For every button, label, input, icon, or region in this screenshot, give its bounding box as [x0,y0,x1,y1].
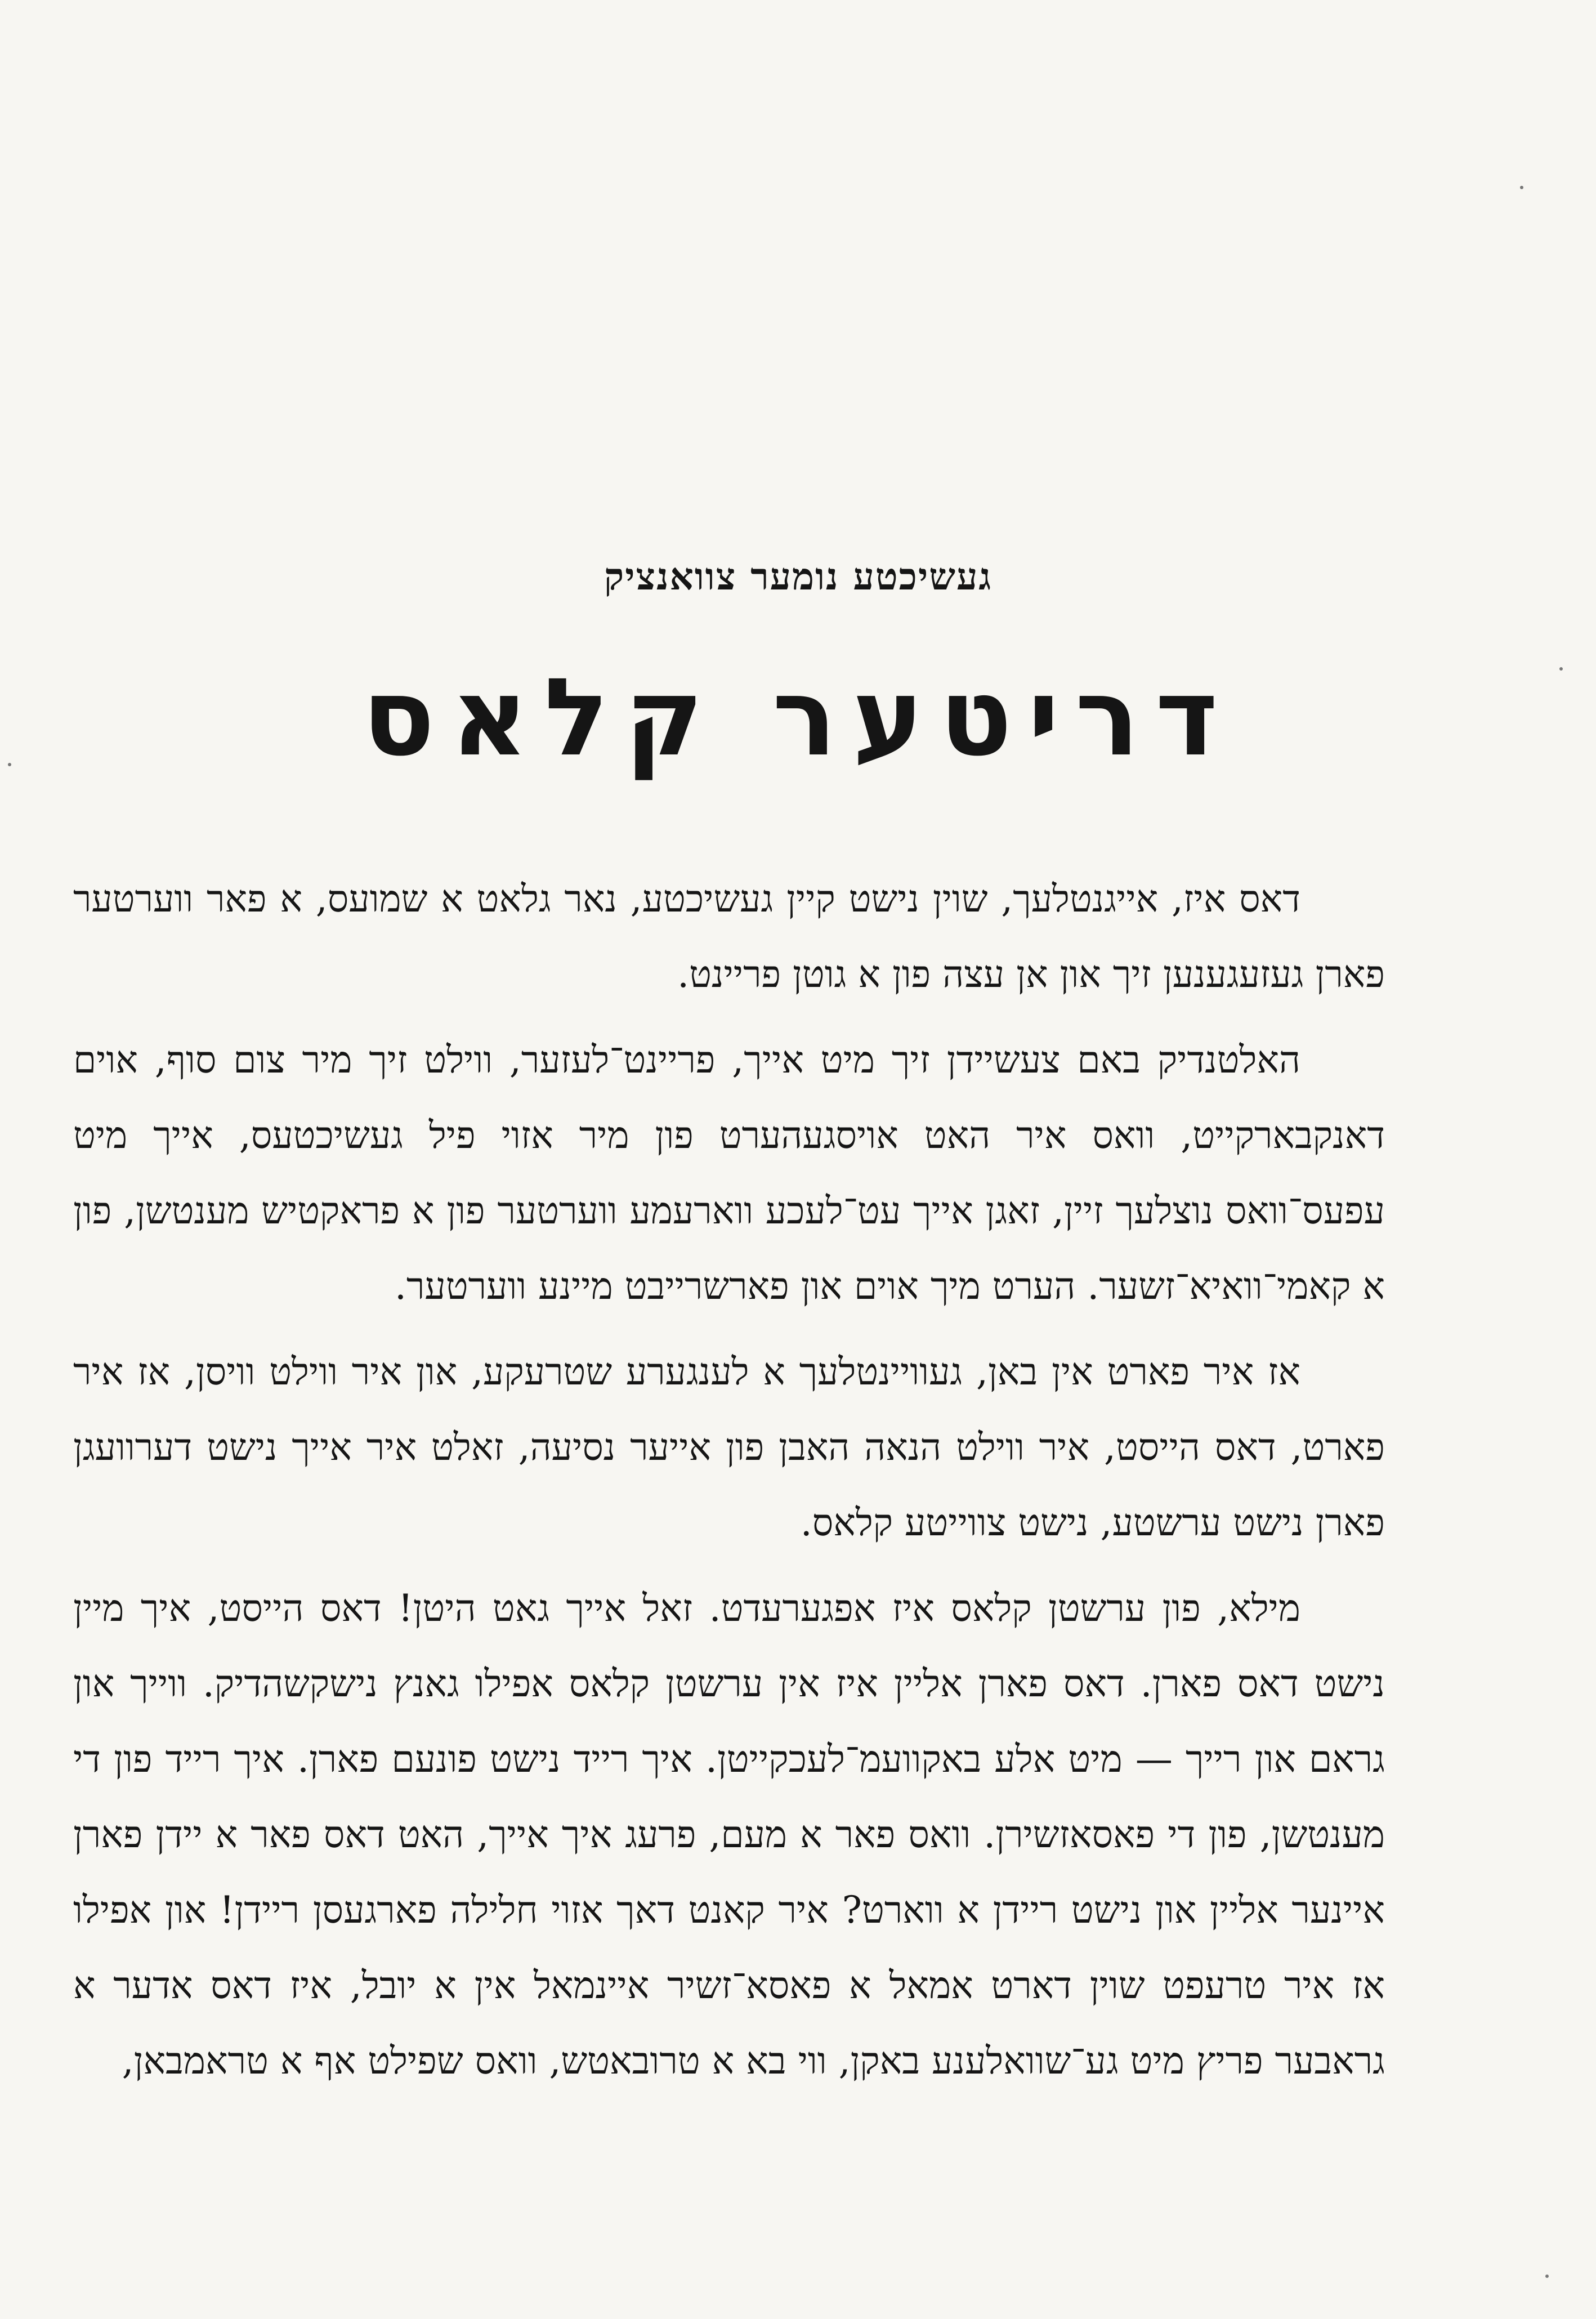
paragraph: דאס איז, אייגנטלעך, שוין נישט קיין געשיכטע, נאר גלאט א שמועס, א פאר ווערטער פארן געזעגענען זיך און אן עצה פון א גוטן פריינט. [73,877,1385,996]
body-text [73,861,1385,2099]
chapter-subtitle: געשיכטע נומער צוואנציק [603,555,993,598]
paragraph: אז איר פארט אין באן, געוויינטלעך א לענגערע שטרעקע, און איר ווילט וויסן, אז איר פארט, דאס הייסט, איר ווילט הנאה האבן פון אייער נסיעה, זאלט איר אייך נישט דערוועגן פארן נישט ערשטע, נישט צווייטע קלאס. [73,1350,1385,1544]
scan-speck [1520,186,1523,189]
paragraph: מילא, פון ערשטן קלאס איז אפגערעדט. זאל אייך גאט היטן! דאס הייסט, איך מיין נישט דאס פארן. דאס פארן אליין איז אין ערשטן קלאס אפילו גאנץ נישקשהדיק. ווייך און גראם און רייך — מיט אלע באקוועמ־לעכקייטן. איך רייד נישט פונעם פארן. איך רייד פון די מענטשן, פון די פאסאזשירן. וואס פאר א מעם, פרעג איך אייך, האט דאס פאר א יידן פארן איינער אליין און נישט ריידן א ווארט? איר קאנט דאך אזוי חלילה פארגעסן ריידן! און אפילו אז איר טרעפט שוין דארט אמאל א פאסא־זשיר איינמאל אין א יובל, איז דאס אדער א גראבער פריץ מיט גע־שוואלענע באקן, ווי בא א טרובאטש, וואס שפילט אף א טראמבאן, [73,1587,1385,2083]
paragraph: האלטנדיק באם צעשיידן זיך מיט אייך, פריינט־לעזער, ווילט זיך מיר צום סוף, אוים דאנקבארקייט, וואס איר האט אויסגעהערט פון מיר אזוי פיל געשיכטעס, אייך מיט עפעס־וואס נוצלעך זיין, זאגן אייך עט־לעכע ווארעמע ווערטער פון א פראקטיש מענטשן, פון א קאמי־וואיא־זשער. הערט מיך אוים און פארשרייבט מיינע ווערטער. [73,1038,1385,1308]
scan-speck [1545,2275,1549,2278]
chapter-title: דריטער קלאס [362,655,1234,780]
scan-speck [1559,667,1563,671]
scan-speck [8,763,11,766]
